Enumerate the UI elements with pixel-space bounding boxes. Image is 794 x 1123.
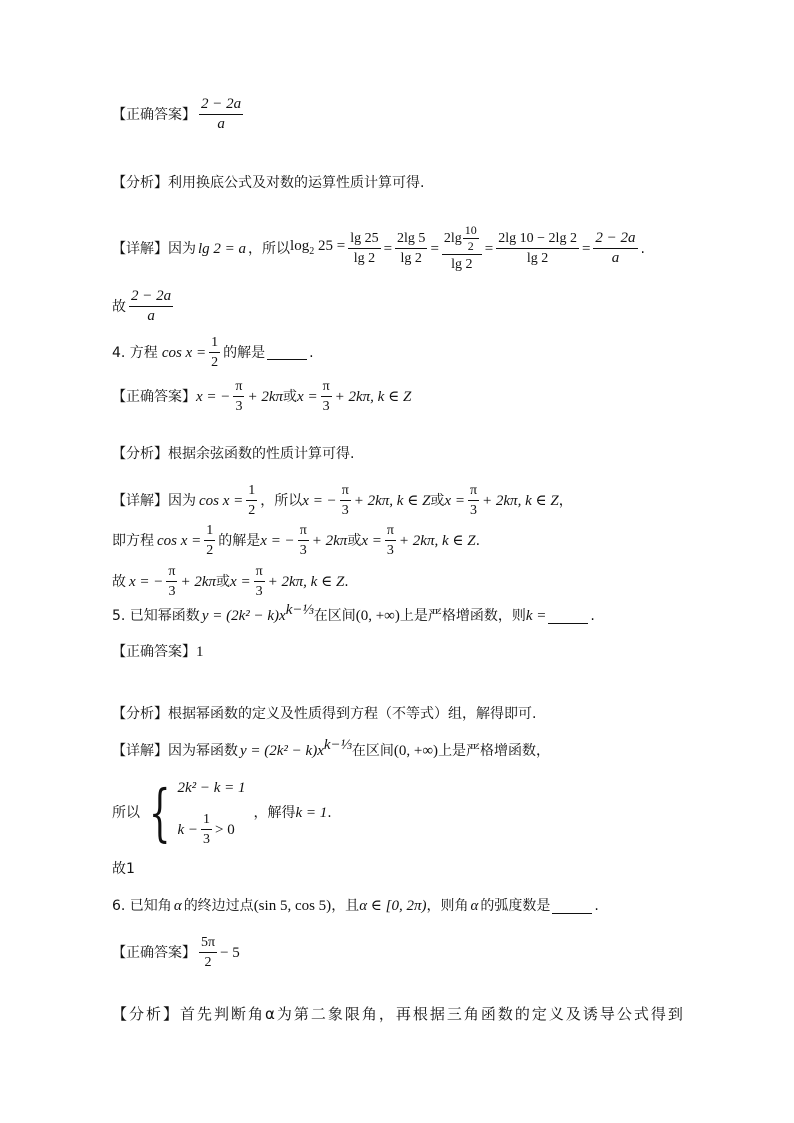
answer-blank (267, 345, 307, 360)
q4-stem-eq: cos x = (161, 344, 207, 361)
q5-stem-mid: 在区间 (313, 608, 356, 624)
denominator: lg 2 (353, 251, 376, 266)
numerator-prefix: 2lg (443, 231, 462, 246)
comma: ， (558, 492, 573, 509)
analysis-label: 【分析】 (112, 706, 168, 722)
period: . (640, 240, 645, 257)
period: . (344, 573, 349, 590)
denominator: 3 (322, 399, 330, 414)
q5-analysis-line (112, 704, 536, 724)
numerator: π (233, 378, 244, 397)
q3-frac5 (593, 230, 637, 267)
denominator: lg 2 (400, 251, 422, 266)
q6-analysis-line (112, 1004, 685, 1024)
q3-so: ，所以 (248, 240, 291, 257)
q4-detail-prefix: 因为 (168, 492, 196, 509)
q6-point: (sin 5, cos 5) (253, 898, 332, 914)
equals: = (383, 240, 393, 257)
q3-given: lg 2 = a (198, 240, 247, 257)
denominator: 3 (255, 584, 263, 599)
pi-over-3 (340, 482, 351, 519)
q4-detail-line-3 (112, 563, 349, 600)
or-text: 或 (283, 388, 298, 405)
q6-analysis-text: 首先判断角α为第二象限角，再根据三角函数的定义及诱导公式得到 (180, 1005, 685, 1023)
or-text: 或 (216, 573, 231, 590)
numerator: 1 (246, 482, 257, 501)
log-arg: 25 = (314, 237, 346, 254)
q5-system-line (112, 778, 332, 848)
therefore-text: 故1 (112, 861, 135, 877)
q4-line2-part: x = − (260, 532, 295, 549)
q4-line2-part: x = (361, 532, 382, 549)
q3-frac1 (348, 230, 380, 267)
inequality-right: > 0 (214, 821, 235, 838)
log-text: log (290, 237, 310, 254)
q6-stem-line (112, 896, 599, 916)
q4-detail-part: x = − (302, 492, 337, 509)
answer-label: 【正确答案】 (112, 388, 196, 405)
denominator: 3 (235, 399, 243, 414)
q4-answer-line (112, 378, 411, 415)
q5-detail-line (112, 737, 551, 761)
numerator: 1 (209, 334, 220, 353)
answer-label: 【正确答案】 (112, 644, 196, 660)
q4-detail-line (112, 482, 573, 519)
q5-analysis-text: 根据幂函数的定义及性质得到方程（不等式）组，解得即可. (168, 706, 537, 722)
pi-over-3 (166, 563, 177, 600)
period: . (594, 898, 599, 914)
q4-analysis-line (112, 444, 354, 464)
q5-interval: (0, +∞) (355, 608, 400, 624)
alpha-symbol: α (173, 898, 182, 914)
pi-over-3 (468, 482, 479, 519)
q6-stem-mid: ，且 (331, 898, 360, 914)
q5-detail-suffix: 上是严格增函数， (438, 743, 551, 759)
q5-detail-prefix: 因为幂函数 (168, 743, 238, 759)
q6-stem-mid: ，则角 (426, 898, 469, 914)
left-brace: { (148, 776, 171, 849)
solve-text: ，解得 (253, 805, 296, 821)
q4-line3-part: + 2kπ (180, 573, 217, 590)
equals: = (484, 240, 494, 257)
q4-detail-so: ，所以 (260, 492, 303, 509)
q3-therefore-line (112, 288, 176, 325)
denominator: 3 (202, 832, 210, 847)
q4-answer-part: + 2kπ (247, 388, 284, 405)
denominator: 2 (204, 955, 212, 970)
numerator: π (254, 563, 265, 582)
detail-label: 【详解】 (112, 743, 168, 759)
q4-detail-part: + 2kπ, k ∈ Z (353, 492, 431, 509)
period: . (475, 532, 481, 549)
q5-stem-line (112, 602, 595, 626)
denominator: 3 (386, 543, 394, 558)
q6-stem-suffix: 的弧度数是 (480, 898, 551, 914)
numerator: 2 − 2a (593, 230, 637, 249)
denominator: 3 (469, 503, 477, 518)
q6-answer-post: − 5 (220, 944, 240, 961)
q3-frac4 (496, 230, 579, 267)
q5-therefore-line (112, 859, 135, 879)
numerator: 2 − 2a (199, 96, 243, 115)
alpha-symbol: α (470, 898, 479, 914)
therefore-text: 故 (112, 573, 126, 590)
detail-label: 【详解】 (112, 492, 168, 509)
equals: = (581, 240, 591, 257)
q5-function: y = (2k² − k)x (240, 743, 324, 759)
numerator: 2 − 2a (129, 288, 173, 307)
q4-answer-part: x = (297, 388, 318, 405)
q3-final-fraction (129, 288, 173, 325)
period: . (590, 608, 595, 624)
q3-detail-line (112, 224, 645, 273)
numerator: 5π (199, 934, 217, 953)
q4-line3-part: x = (230, 573, 251, 590)
q3-answer-line (112, 96, 246, 133)
q5-answer: 1 (196, 644, 204, 660)
q5-function: y = (2k² − k)x (201, 608, 286, 624)
analysis-label: 【分析】 (112, 1005, 181, 1023)
q4-stem-line (112, 334, 314, 371)
denominator: 3 (299, 543, 307, 558)
q6-stem-mid: 的终边过点 (183, 898, 254, 914)
q3-frac2 (395, 230, 427, 267)
q5-exponent: k−⅓ (285, 602, 314, 618)
q3-answer-fraction (199, 96, 243, 133)
q5-answer-line (112, 642, 204, 662)
period: . (309, 344, 314, 361)
q4-line2-eq: cos x = (157, 532, 202, 549)
q4-analysis-text: 根据余弦函数的性质计算可得. (168, 446, 355, 462)
equation-system (140, 778, 246, 848)
q3-log (290, 236, 345, 262)
denominator: lg 2 (451, 257, 473, 272)
q3-detail-prefix: 因为 (168, 240, 196, 257)
q3-frac3 (442, 224, 482, 273)
answer-label: 【正确答案】 (112, 944, 196, 961)
q4-detail-part: + 2kπ, k ∈ Z (482, 492, 559, 509)
numerator: π (340, 482, 351, 501)
q4-line2-prefix: 即方程 (112, 532, 154, 549)
pi-over-3 (233, 378, 244, 415)
equals: = (430, 240, 439, 257)
q4-line2-part: + 2kπ (311, 532, 348, 549)
or-text: 或 (347, 532, 362, 549)
solve-result: k = 1 (295, 805, 328, 821)
q4-answer-part: x = − (196, 388, 231, 405)
or-text: 或 (430, 492, 445, 509)
q3-analysis-line (112, 173, 424, 193)
numerator: 2lg 5 (395, 230, 427, 249)
numerator: 10 (464, 223, 477, 237)
half (204, 522, 215, 559)
system-inequality (177, 811, 245, 848)
q4-line3-part: x = − (129, 573, 164, 590)
denominator: 2 (467, 239, 474, 253)
q6-answer-fraction (199, 934, 217, 971)
numerator: π (321, 378, 332, 397)
so-text: 所以 (112, 805, 140, 821)
q5-exponent: k−⅓ (323, 737, 352, 753)
analysis-label: 【分析】 (112, 446, 168, 462)
q5-stem-suffix: 上是严格增函数，则 (399, 608, 526, 624)
inequality-left: k − (177, 821, 198, 838)
q4-detail-line-2 (112, 522, 480, 559)
system-equation: 2k² − k = 1 (177, 780, 246, 796)
numerator (442, 224, 482, 255)
q5-stem-prefix: 5. 已知幂函数 (112, 608, 200, 624)
denominator: 2 (206, 543, 214, 558)
q5-stem-mid: 在区间 (351, 743, 394, 759)
numerator: π (385, 522, 396, 541)
q4-detail-part: x = (444, 492, 465, 509)
q4-stem-fraction (209, 334, 220, 371)
numerator: lg 25 (348, 230, 380, 249)
denominator: lg 2 (526, 251, 549, 266)
system-rows (177, 778, 245, 848)
q3-analysis-text: 利用换底公式及对数的运算性质计算可得. (168, 175, 425, 191)
q4-line2-part: + 2kπ, k ∈ Z (398, 532, 476, 549)
answer-label: 【正确答案】 (112, 106, 196, 123)
denominator: a (611, 250, 620, 266)
therefore-text: 故 (112, 298, 126, 315)
answer-blank (552, 899, 592, 914)
q4-line3-part: + 2kπ, k ∈ Z (267, 573, 345, 590)
q4-line2-mid: 的解是 (218, 532, 261, 549)
inner-fraction (463, 224, 479, 253)
detail-label: 【详解】 (112, 240, 168, 257)
numerator: π (298, 522, 309, 541)
q6-answer-line (112, 934, 240, 971)
numerator: 2lg 10 − 2lg 2 (496, 230, 579, 249)
denominator: a (217, 116, 225, 132)
denominator: 3 (168, 584, 176, 599)
denominator: 2 (248, 503, 256, 518)
pi-over-3 (321, 378, 332, 415)
q5-interval: (0, +∞) (393, 743, 439, 759)
numerator: 1 (204, 522, 215, 541)
denominator: 2 (211, 355, 219, 370)
period: . (327, 805, 332, 821)
q6-stem-prefix: 6. 已知角 (112, 898, 172, 914)
q4-answer-part: + 2kπ, k ∈ Z (334, 388, 412, 405)
q4-detail-eq: cos x = (199, 492, 244, 509)
denominator: 3 (341, 503, 349, 518)
one-third (201, 811, 212, 848)
pi-over-3 (298, 522, 309, 559)
answer-blank (548, 609, 588, 624)
half (246, 482, 257, 519)
analysis-label: 【分析】 (112, 175, 168, 191)
q4-stem-suffix: 的解是 (223, 344, 266, 361)
denominator: a (147, 308, 155, 324)
pi-over-3 (254, 563, 265, 600)
q4-stem-prefix: 4. 方程 (112, 344, 158, 361)
log-base: 2 (309, 245, 315, 257)
numerator: π (468, 482, 479, 501)
pi-over-3 (385, 522, 396, 559)
numerator: 1 (201, 811, 212, 830)
q5-k-eq: k = (525, 608, 547, 624)
q6-range: α ∈ [0, 2π) (359, 898, 427, 914)
numerator: π (166, 563, 177, 582)
